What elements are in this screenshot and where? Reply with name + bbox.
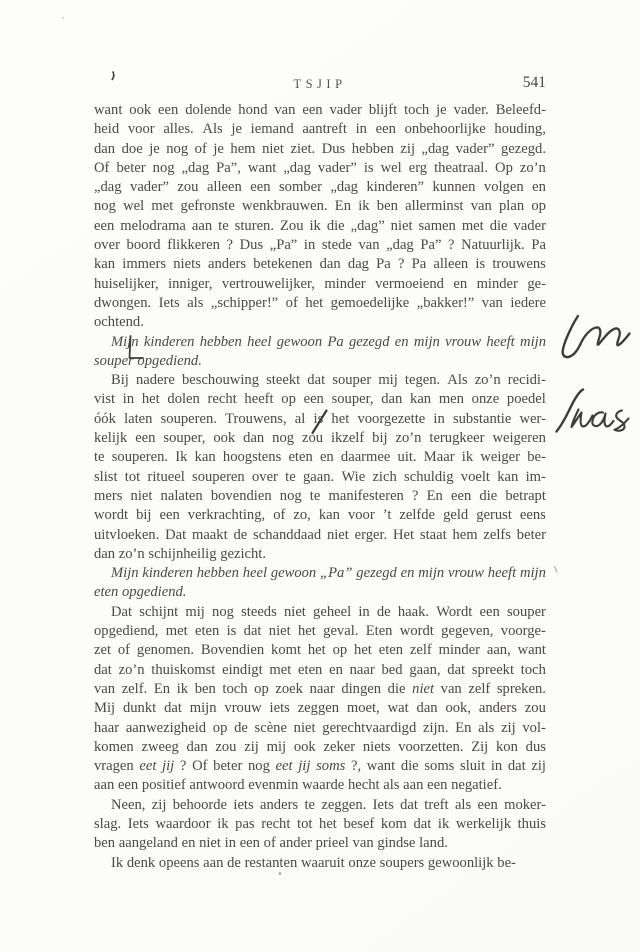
text-line: Neen, zij behoorde iets anders te zeggen. Iets dat treft als een moker- bbox=[111, 796, 546, 813]
text-line: dan doe je nog of je hem niet ziet. Dus hebben zij „dag vader” gezegd. bbox=[94, 140, 546, 157]
handwritten-note-ln bbox=[563, 316, 630, 357]
text-line: Of beter nog „dag Pa”, want „dag vader” is wel erg theatraal. Op zo’n bbox=[94, 159, 546, 176]
text-line: vragen eet jij ? Of beter nog eet jij soms ?, want die soms sluit in dat zij bbox=[94, 758, 546, 775]
text-line: dat zo’n thuiskomst eindigt met eten en naar bed gaan, dat spreekt toch bbox=[94, 661, 546, 678]
text-line: heid voor alles. Als je iemand aantreft in een onbehoorlijke houding, bbox=[94, 121, 546, 138]
text-line: slist tot ritueel souperen over te gaan. Wie zich schuldig voelt kan im- bbox=[94, 468, 546, 485]
text-line: over boord flikkeren ? Dus „Pa” in stede van „dag Pa” ? Natuurlijk. Pa bbox=[94, 237, 546, 254]
text-line: eten opgediend. bbox=[94, 584, 187, 601]
text-line: Dat schijnt mij nog steeds niet geheel in de haak. Wordt een souper bbox=[111, 603, 546, 620]
text-line: ben aangeland en niet in een of ander prieel van gindse land. bbox=[94, 835, 448, 852]
text-line: wordt bij een verkrachting, of zo, kan voor ’t zelfde geld gerust eens bbox=[94, 507, 546, 524]
text-line: slag. Iets waardoor ik pas recht tot het besef kom dat ik werkelijk thuis bbox=[94, 815, 546, 832]
text-line: Mijn kinderen hebben heel gewoon Pa gezegd en mijn vrouw heeft mijn bbox=[111, 333, 546, 350]
text-line: Ik denk opeens aan de restanten waaruit onze soupers gewoonlijk be- bbox=[111, 854, 516, 871]
text-line: dan zo’n schijnheilig gezicht. bbox=[94, 545, 266, 562]
text-line: te souperen. Ik kan hoogstens eten en daarmee uit. Maar ik weiger be- bbox=[94, 449, 546, 466]
text-line: want ook een dolende hond van een vader blijft toch je vader. Beleefd- bbox=[94, 102, 546, 118]
handwritten-note-iwas bbox=[557, 390, 629, 432]
text-line: kelijk een souper, ook dan nog zou ikzelf bij zo’n terugkeer weigeren bbox=[94, 430, 546, 447]
text-line: opgediend, met eten is dat niet het geval. Eten wordt gegeven, voorge- bbox=[94, 623, 546, 640]
text-line: Mijn kinderen hebben heel gewoon „Pa” gezegd en mijn vrouw heeft mijn bbox=[111, 565, 546, 582]
text-line: nog wel met gefronste wenkbrauwen. En ik ben allerminst van plan op bbox=[94, 198, 546, 215]
text-line: een melodrama aan te sturen. Zou ik die „dag” niet samen met die vader bbox=[94, 217, 546, 234]
page-number: 541 bbox=[522, 74, 546, 91]
text-line: komen zweeg dan zou zij mij ook zeker niets voorzetten. Zij kon dus bbox=[94, 738, 546, 755]
text-line: kan immers niets anders betekenen dan dag Pa ? Pa alleen is trouwens bbox=[94, 256, 546, 273]
text-line: aan een positief antwoord evenmin waarde hecht als aan een negatief. bbox=[94, 777, 502, 794]
text-line: vist in het dolen recht heeft op een souper, dan kan men onze poedel bbox=[94, 391, 546, 408]
text-line: „dag vader” zou alleen een somber „dag kinderen” kunnen volgen en bbox=[94, 179, 546, 196]
text-line: mers niet nalaten bovendien nog te manifesteren ? En een die betrapt bbox=[94, 487, 546, 504]
page-body bbox=[94, 102, 546, 874]
text-line: Mij dunkt dat mijn vrouw iets zeggen moet, wat dan ook, anders zou bbox=[94, 700, 546, 717]
running-title: TSJIP bbox=[293, 77, 347, 91]
text-line: souper opgediend. bbox=[94, 352, 202, 369]
text-line: zet of genomen. Bovendien komt het op het eten zelf minder aan, want bbox=[94, 642, 546, 659]
text-line: haar aanwezigheid op de scène niet gerechtvaardigd zijn. En als zij vol- bbox=[94, 719, 546, 736]
text-line: óók laten souperen. Trouwens, al is het voorgezette in substantie wer- bbox=[94, 410, 546, 427]
text-line: huiselijker, inniger, vertrouwelijker, minder vermoeiend en minder ge- bbox=[94, 275, 546, 292]
page-header bbox=[94, 74, 546, 92]
text-line: ochtend. bbox=[94, 314, 144, 331]
text-line: Bij nadere beschouwing steekt dat souper mij tegen. Als zo’n recidi- bbox=[111, 372, 546, 389]
text-line: dwongen. Iets als „schipper!” of het gemoedelijke „bakker!” van iedere bbox=[94, 294, 546, 311]
text-line: van zelf. En ik ben toch op zoek naar dingen die niet van zelf spreken. bbox=[94, 680, 546, 697]
text-line: uitvloeken. Dat maakt de schanddaad niet erger. Het staat hem zelfs beter bbox=[94, 526, 546, 543]
